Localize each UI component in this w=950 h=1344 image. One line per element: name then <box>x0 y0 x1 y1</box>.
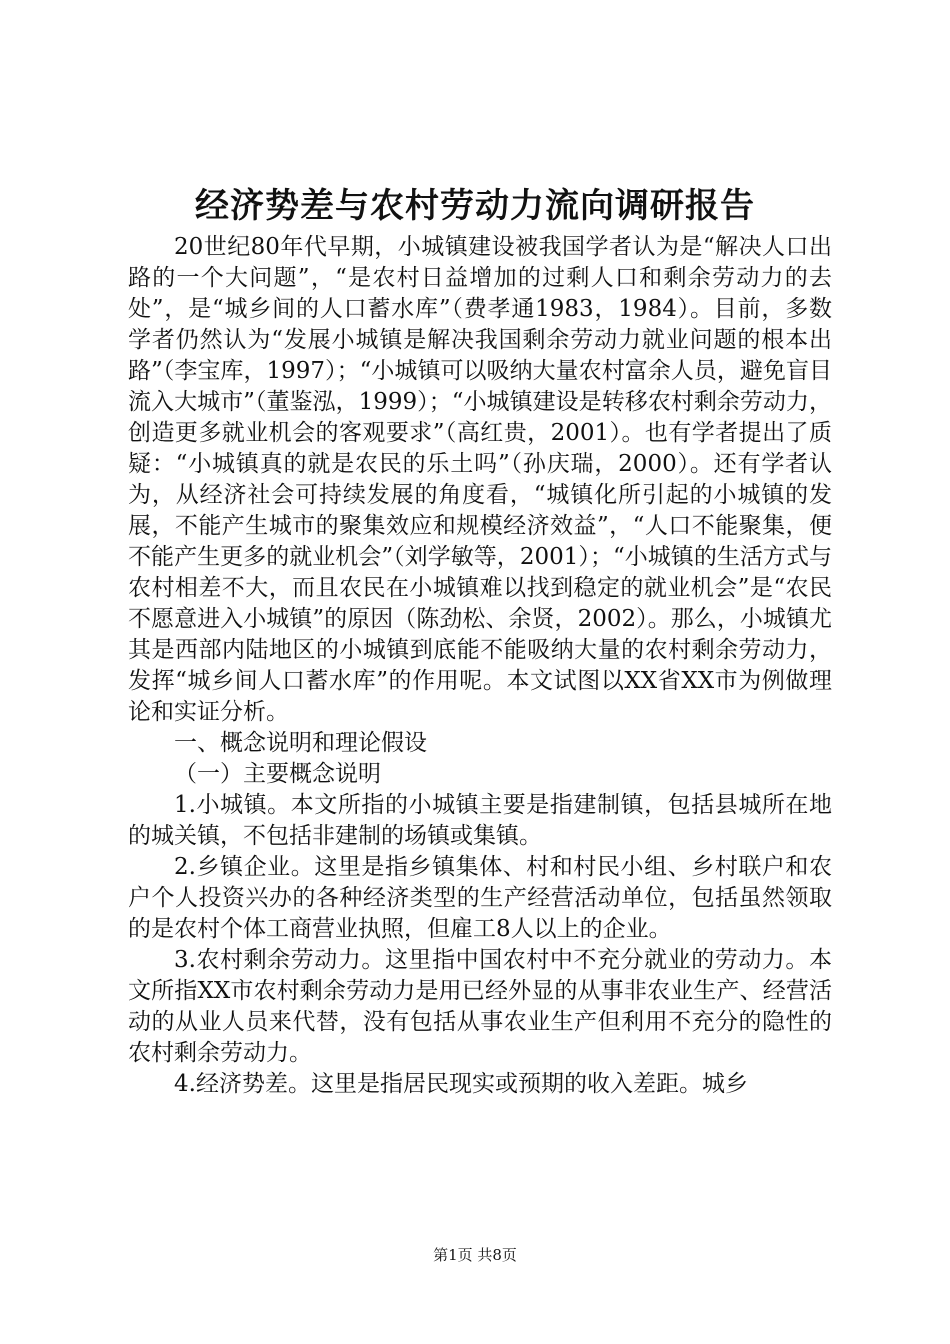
body-paragraph: 4.经济势差。这里是指居民现实或预期的收入差距。城乡 <box>174 1071 748 1097</box>
subsection-heading: （一）主要概念说明 <box>174 761 381 787</box>
section-heading: 一、概念说明和理论假设 <box>174 730 427 756</box>
body-paragraph: 20世纪80年代早期，小城镇建设被我国学者认为是“解决人口出路的一个大问题”，“是农村日益增加的过剩人口和剩余劳动力的去处”，是“城乡间的人口蓄水库”（费孝通1983，1984）。目前，多数学者仍然认为“发展小城镇是解决我国剩余劳动力就业问题的根本出路”（李宝库，1997）；“小城镇可以吸纳大量农村富余人员，避免盲目流入大城市”（董鉴泓，1999）；“小城镇建设是转移农村剩余劳动力，创造更多就业机会的客观要求”（高红贵，2001）。也有学者提出了质疑：“小城镇真的就是农民的乐土吗”（孙庆瑞，2000）。还有学者认为，从经济社会可持续发展的角度看，“城镇化所引起的小城镇的发展，不能产生城市的聚集效应和规模经济效益”，“人口不能聚集，便不能产生更多的就业机会”（刘学敏等，2001）；“小城镇的生活方式与农村相差不大，而且农民在小城镇难以找到稳定的就业机会”是“农民不愿意进入小城镇”的原因（陈劲松、余贤，2002）。那么，小城镇尤其是西部内陆地区的小城镇到底能不能吸纳大量的农村剩余劳动力，发挥“城乡间人口蓄水库”的作用呢。本文试图以XX省XX市为例做理论和实证分析。 <box>128 234 832 725</box>
body-paragraph: 2.乡镇企业。这里是指乡镇集体、村和村民小组、乡村联户和农户个人投资兴办的各种经济类型的生产经营活动单位，包括虽然领取的是农村个体工商营业执照，但雇工8人以上的企业。 <box>128 854 832 942</box>
page-number-footer: 第1页 共8页 <box>433 1246 517 1264</box>
document-body <box>128 232 832 1100</box>
body-paragraph: 3.农村剩余劳动力。这里指中国农村中不充分就业的劳动力。本文所指XX市农村剩余劳动力是用已经外显的从事非农业生产、经营活动的从业人员来代替，没有包括从事农业生产但利用不充分的隐性的农村剩余劳动力。 <box>128 947 832 1066</box>
body-paragraph: 1.小城镇。本文所指的小城镇主要是指建制镇，包括县城所在地的城关镇，不包括非建制的场镇或集镇。 <box>128 792 832 849</box>
document-title: 经济势差与农村劳动力流向调研报告 <box>195 186 755 226</box>
